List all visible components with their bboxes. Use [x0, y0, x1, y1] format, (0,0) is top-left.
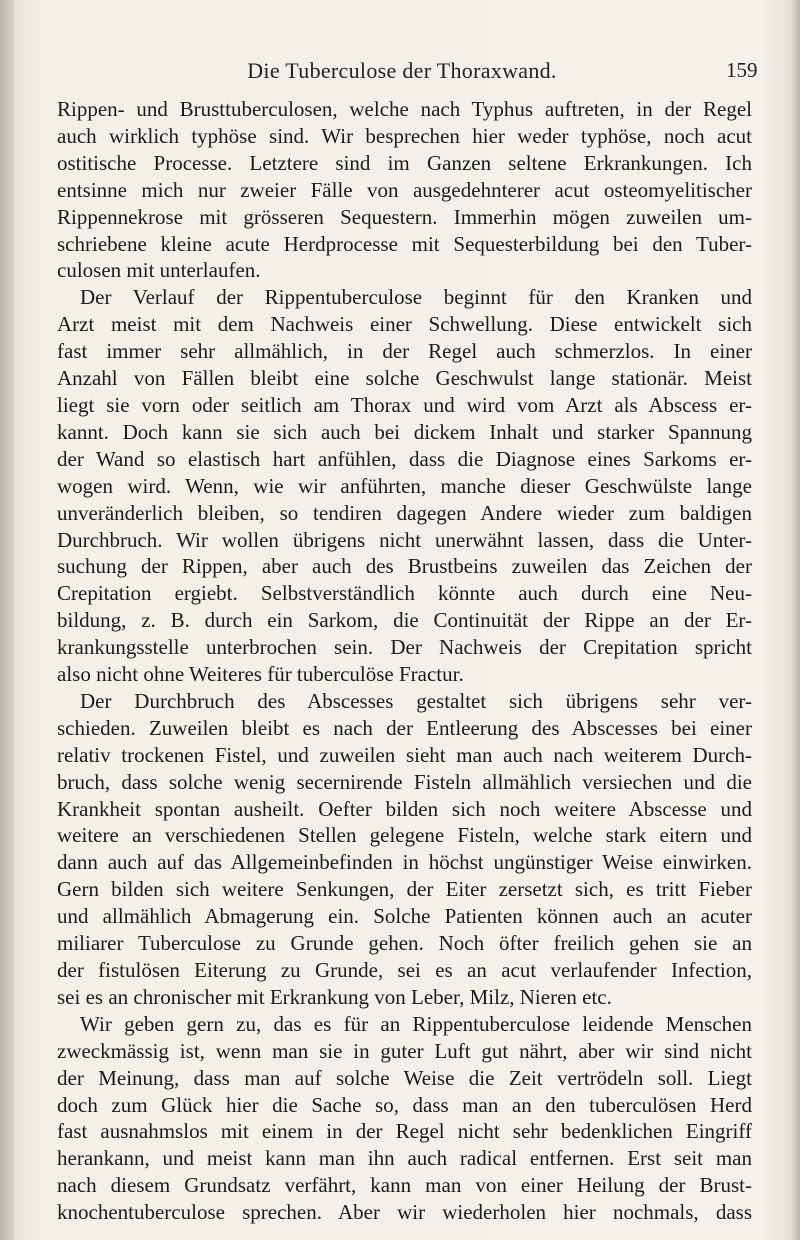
- text-line: relativ trockenen Fistel, und zuweilen sieht man auch nach weiterem Durch-: [57, 742, 752, 767]
- text-line: schieden. Zuweilen bleibt es nach der Entleerung des Abscesses bei einer: [57, 715, 752, 740]
- text-line: Durchbruch. Wir wollen übrigens nicht unerwähnt lassen, dass die Unter-: [57, 527, 752, 552]
- running-head: [0, 58, 800, 88]
- text-line: nach diesem Grundsatz verfährt, kann man von einer Heilung der Brust-: [57, 1173, 752, 1198]
- text-line: der Wand so elastisch hart anfühlen, dass die Diagnose eines Sarkoms er-: [57, 446, 752, 471]
- text-line: unveränderlich bleiben, so tendiren dagegen Andere wieder zum baldigen: [57, 500, 752, 525]
- text-line: Crepitation ergiebt. Selbstverständlich könnte auch durch eine Neu-: [57, 581, 752, 606]
- text-line: Wir geben gern zu, das es für an Rippentuberculose leidende Menschen: [80, 1011, 752, 1036]
- text-line: knochentuberculose sprechen. Aber wir wiederholen hier nochmals, dass: [57, 1200, 752, 1225]
- text-line: wogen wird. Wenn, wie wir anführten, manche dieser Geschwülste lange: [57, 473, 752, 498]
- text-line: culosen mit unterlaufen.: [57, 258, 261, 283]
- text-line: und allmählich Abmagerung ein. Solche Patienten können auch an acuter: [57, 904, 752, 929]
- text-line: herankann, und meist kann man ihn auch radical entfernen. Erst seit man: [57, 1146, 752, 1171]
- paragraph-2: [57, 284, 752, 688]
- text-line: auch wirklich typhöse sind. Wir besprechen hier weder typhöse, noch acut: [57, 123, 752, 148]
- text-line: krankungsstelle unterbrochen sein. Der Nachweis der Crepitation spricht: [57, 635, 752, 660]
- page-number: 159: [726, 58, 758, 82]
- text-line: doch zum Glück hier die Sache so, dass man an den tuberculösen Herd: [57, 1092, 752, 1117]
- text-line: Anzahl von Fällen bleibt eine solche Geschwulst lange stationär. Meist: [57, 366, 752, 391]
- text-line: Rippen- und Brusttuberculosen, welche nach Typhus auftreten, in der Regel: [57, 97, 752, 121]
- paragraph-4: [57, 1011, 752, 1226]
- text-line: weitere an verschiedenen Stellen gelegene Fisteln, welche stark eitern und: [57, 823, 752, 848]
- running-title: Die Tuberculose der Thoraxwand.: [247, 58, 557, 83]
- text-line: dann auch auf das Allgemeinbefinden in höchst ungünstiger Weise einwirken.: [57, 850, 752, 875]
- text-line: Der Verlauf der Rippentuberculose beginnt für den Kranken und: [80, 285, 752, 310]
- text-line: bildung, z. B. durch ein Sarkom, die Continuität der Rippe an der Er-: [57, 608, 752, 633]
- text-line: Der Durchbruch des Abscesses gestaltet sich übrigens sehr ver-: [80, 688, 752, 713]
- text-line: miliarer Tuberculose zu Grunde gehen. Noch öfter freilich gehen sie an: [57, 931, 752, 956]
- text-line: zweckmässig ist, wenn man sie in guter Luft gut nährt, aber wir sind nicht: [57, 1038, 752, 1063]
- paragraph-1: [57, 96, 752, 284]
- text-line: entsinne mich nur zweier Fälle von ausgedehnterer acut osteomyelitischer: [57, 177, 752, 202]
- text-line: ostitische Processe. Letztere sind im Ganzen seltene Erkrankungen. Ich: [57, 150, 752, 175]
- text-line: Rippennekrose mit grösseren Sequestern. Immerhin mögen zuweilen um-: [57, 204, 752, 229]
- text-line: Arzt meist mit dem Nachweis einer Schwellung. Diese entwickelt sich: [57, 312, 752, 337]
- text-line: suchung der Rippen, aber auch des Brustbeins zuweilen das Zeichen der: [57, 554, 752, 579]
- binding-edge: [0, 0, 14, 1240]
- text-line: bruch, dass solche wenig secernirende Fisteln allmählich versiechen und die: [57, 769, 752, 794]
- text-line: kannt. Doch kann sie sich auch bei dickem Inhalt und starker Spannung: [57, 419, 752, 444]
- body-text: [57, 96, 752, 1226]
- text-line: Krankheit spontan ausheilt. Oefter bilden sich noch weitere Abscesse und: [57, 796, 752, 821]
- text-line: der fistulösen Eiterung zu Grunde, sei es an acut verlaufender Infection,: [57, 958, 752, 982]
- text-line: schriebene kleine acute Herdprocesse mit Sequesterbildung bei den Tuber-: [57, 231, 752, 256]
- text-line: fast immer sehr allmählich, in der Regel auch schmerzlos. In einer: [57, 339, 752, 364]
- text-line: fast ausnahmslos mit einem in der Regel nicht sehr bedenklichen Eingriff: [57, 1119, 752, 1144]
- text-line: Gern bilden sich weitere Senkungen, der Eiter zersetzt sich, es tritt Fieber: [57, 877, 752, 902]
- paragraph-3: [57, 688, 752, 1011]
- text-line: also nicht ohne Weiteres für tuberculöse Fractur.: [57, 662, 464, 687]
- page-edge: [790, 0, 800, 1240]
- text-line: sei es an chronischer mit Erkrankung von Leber, Milz, Nieren etc.: [57, 984, 612, 1009]
- text-line: liegt sie vorn oder seitlich am Thorax und wird vom Arzt als Abscess er-: [57, 392, 752, 417]
- text-line: der Meinung, dass man auf solche Weise die Zeit vertrödeln soll. Liegt: [57, 1065, 752, 1090]
